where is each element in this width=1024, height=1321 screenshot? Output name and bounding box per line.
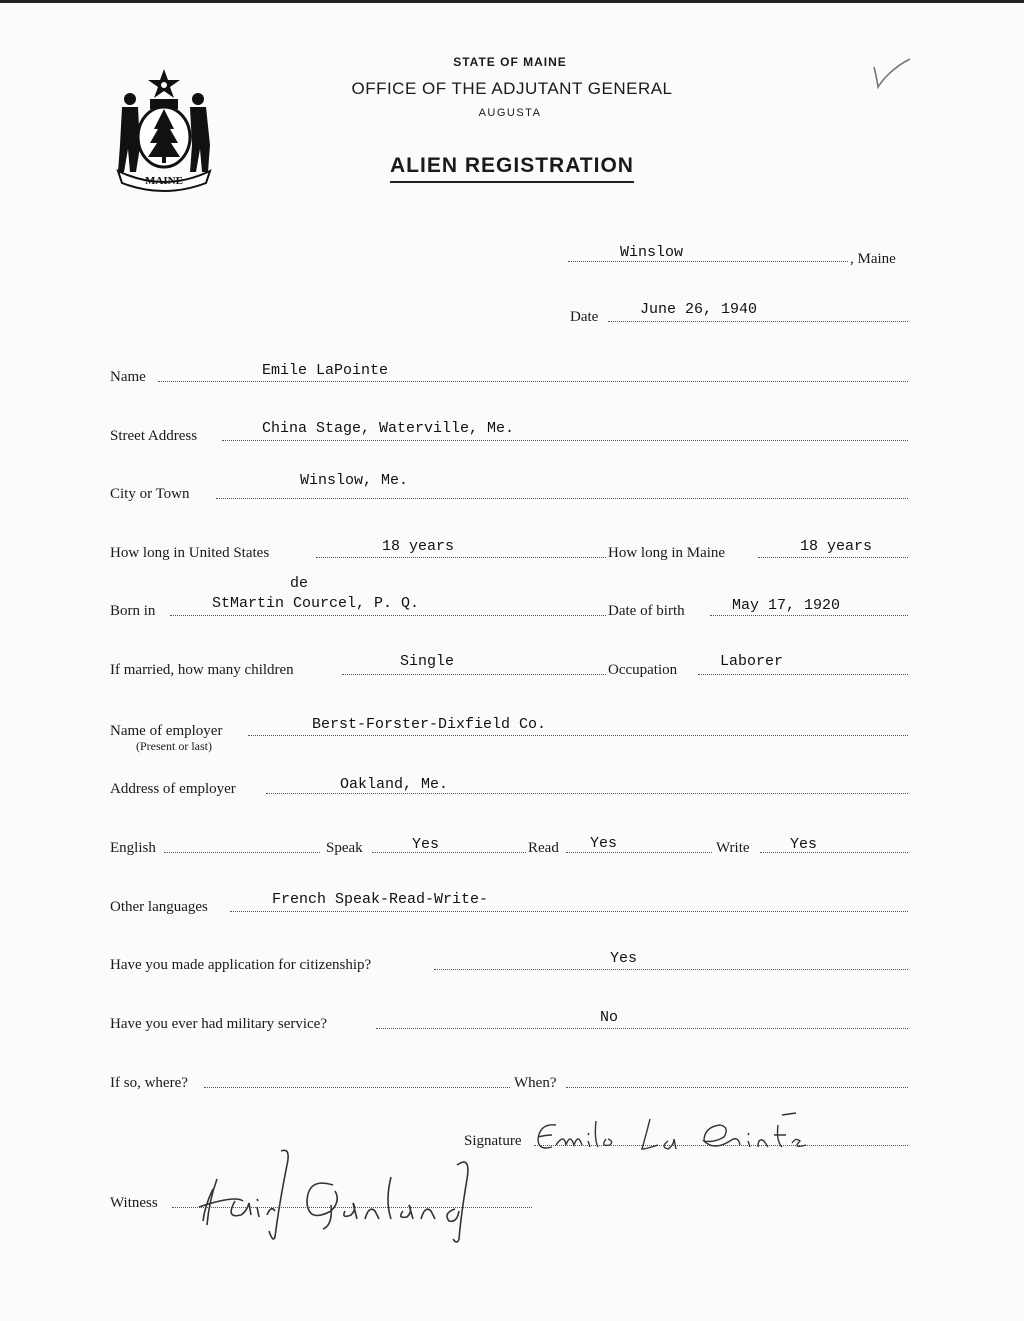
street-address-line (222, 440, 908, 441)
city-line (216, 498, 908, 499)
english-line (164, 852, 320, 853)
employer-sublabel: (Present or last) (136, 739, 212, 753)
english-label: English (110, 840, 156, 856)
name-label: Name (110, 369, 146, 385)
how-long-us-value[interactable]: 18 years (382, 538, 455, 555)
seal-motto: MAINE (145, 175, 183, 187)
date-line (608, 321, 908, 322)
how-long-maine-line (758, 557, 908, 558)
form-title: ALIEN REGISTRATION (0, 154, 1024, 178)
how-long-us-label: How long in United States (110, 545, 270, 561)
citizenship-label: Have you made application for citizenship? (110, 957, 372, 973)
date-value[interactable]: June 26, 1940 (640, 301, 758, 318)
other-languages-label: Other languages (110, 899, 208, 915)
signature-handwriting (534, 1111, 834, 1157)
city-label: City or Town (110, 486, 190, 502)
street-address-value[interactable]: China Stage, Waterville, Me. (262, 420, 515, 437)
witness-handwriting (195, 1145, 495, 1245)
street-address-label: Street Address (110, 428, 198, 444)
speak-line (372, 852, 526, 853)
how-long-us-line (316, 557, 606, 558)
born-in-insert: de (290, 575, 309, 592)
employer-label: Name of employer (110, 723, 223, 739)
how-long-maine-value[interactable]: 18 years (800, 538, 873, 555)
employer-address-line (266, 793, 908, 794)
city-value[interactable]: Winslow, Me. (300, 472, 409, 489)
name-line (158, 381, 908, 382)
military-line (376, 1028, 908, 1029)
children-label: If married, how many children (110, 662, 294, 678)
date-of-birth-line (710, 615, 908, 616)
write-value[interactable]: Yes (790, 836, 818, 853)
employer-address-label: Address of employer (110, 781, 236, 797)
read-value[interactable]: Yes (590, 835, 618, 852)
how-long-maine-label: How long in Maine (608, 545, 726, 561)
occupation-line (698, 674, 908, 675)
other-languages-line (230, 911, 908, 912)
employer-line (248, 735, 908, 736)
when-line[interactable] (566, 1087, 908, 1088)
other-languages-value[interactable]: French Speak-Read-Write- (272, 891, 489, 908)
write-label: Write (716, 840, 750, 856)
employer-address-value[interactable]: Oakland, Me. (340, 776, 449, 793)
name-value[interactable]: Emile LaPointe (262, 362, 389, 379)
children-line (342, 674, 606, 675)
where-label: If so, where? (110, 1075, 188, 1091)
header-office: OFFICE OF THE ADJUTANT GENERAL (351, 79, 673, 98)
when-label: When? (514, 1075, 557, 1091)
occupation-label: Occupation (608, 662, 678, 678)
citizenship-value[interactable]: Yes (610, 950, 638, 967)
citizenship-line (434, 969, 908, 970)
read-label: Read (528, 840, 559, 856)
date-of-birth-value[interactable]: May 17, 1920 (732, 597, 841, 614)
date-label: Date (570, 309, 599, 325)
born-in-line (170, 615, 606, 616)
header-city: AUGUSTA (478, 107, 542, 119)
write-line (760, 852, 908, 853)
military-value[interactable]: No (600, 1009, 619, 1026)
born-in-label: Born in (110, 603, 156, 619)
employer-value[interactable]: Berst-Forster-Dixfield Co. (312, 716, 547, 733)
occupation-value[interactable]: Laborer (720, 653, 784, 670)
where-line[interactable] (204, 1087, 510, 1088)
header-state: STATE OF MAINE (453, 55, 567, 69)
place-line (568, 261, 848, 262)
date-of-birth-label: Date of birth (608, 603, 685, 619)
place-town-value[interactable]: Winslow (620, 244, 684, 261)
speak-value[interactable]: Yes (412, 836, 440, 853)
read-line (566, 852, 712, 853)
place-state-label: , Maine (850, 251, 896, 267)
speak-label: Speak (326, 840, 363, 856)
witness-label: Witness (110, 1195, 158, 1211)
military-label: Have you ever had military service? (110, 1016, 327, 1032)
children-value[interactable]: Single (400, 653, 455, 670)
born-in-value[interactable]: StMartin Courcel, P. Q. (212, 595, 420, 612)
signature-label: Signature (464, 1133, 522, 1149)
